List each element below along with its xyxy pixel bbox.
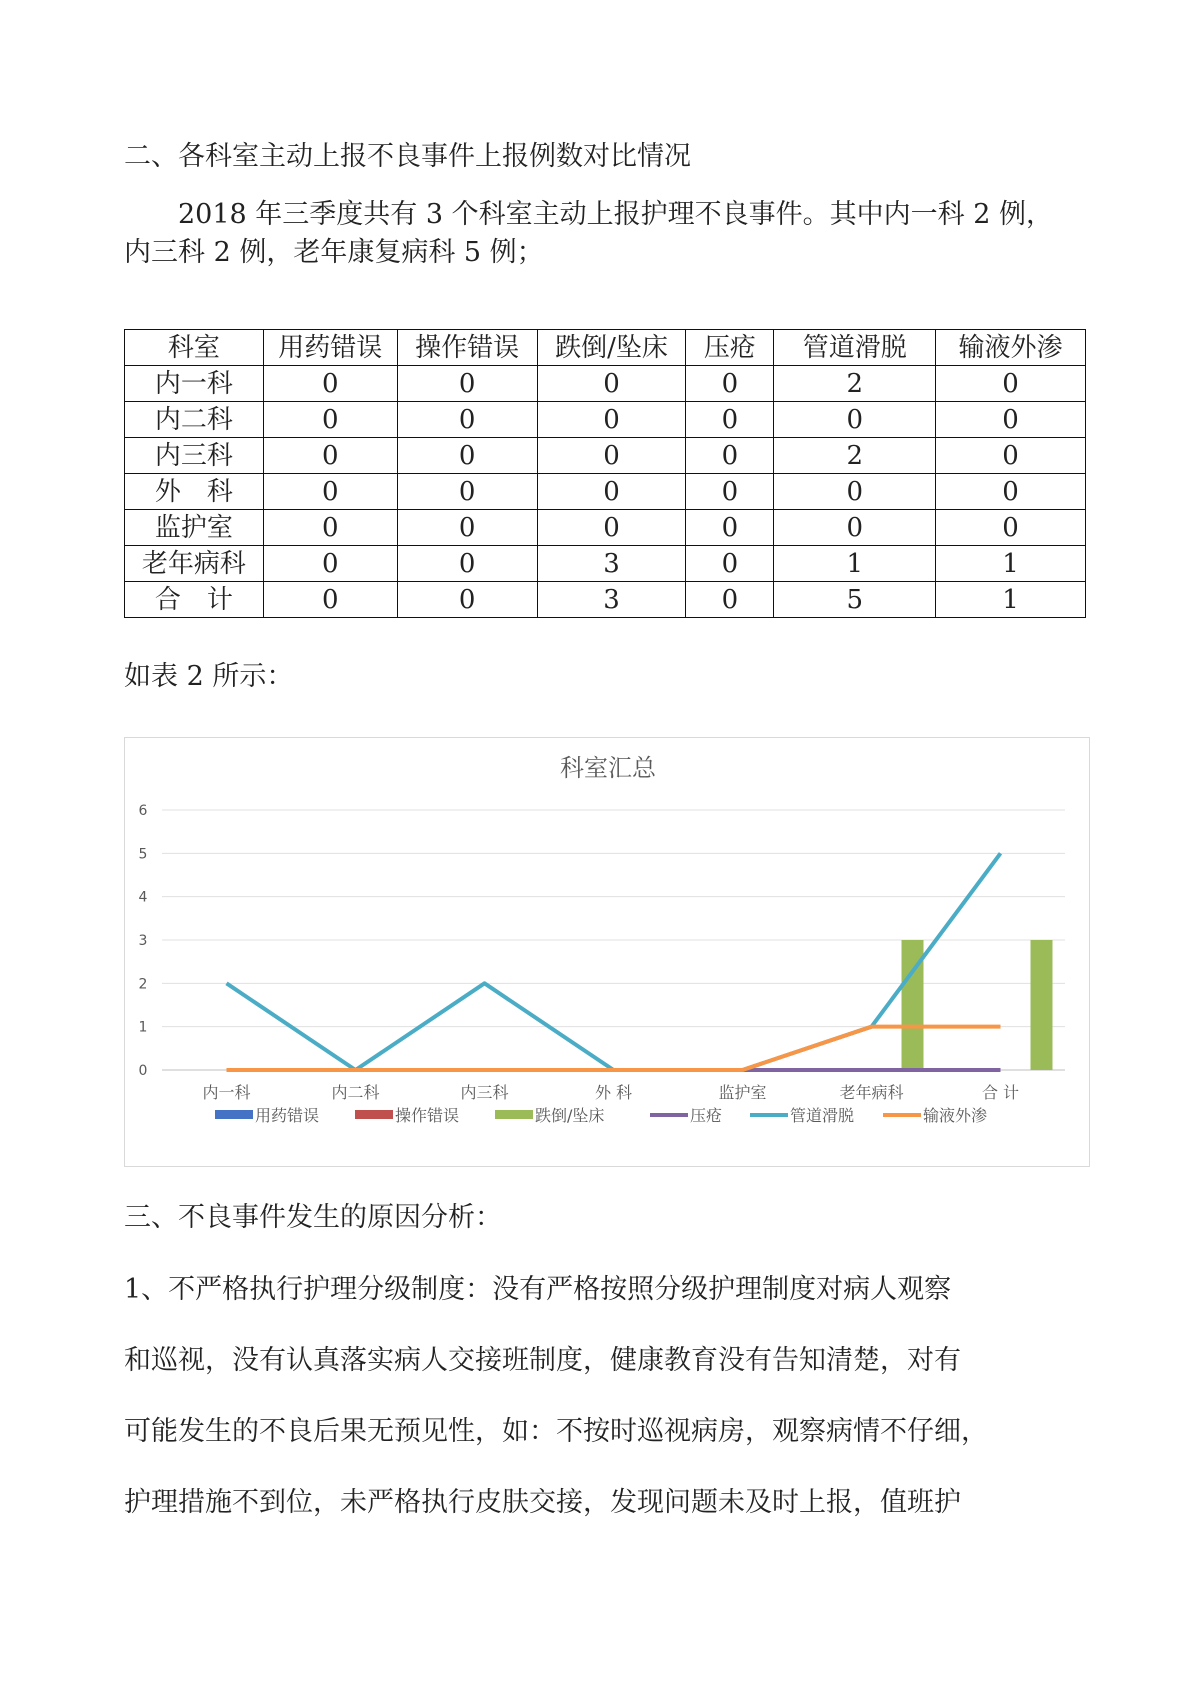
count-cell: 0 [686, 546, 774, 582]
x-tick-label: 外 科 [594, 1083, 633, 1102]
y-tick-label: 0 [138, 1063, 148, 1079]
count-cell: 0 [397, 366, 537, 402]
legend-label: 输液外渗 [923, 1106, 988, 1125]
department-cell: 内一科 [125, 366, 264, 402]
count-cell: 0 [686, 582, 774, 618]
legend-label: 压疮 [690, 1106, 723, 1125]
y-tick-label: 6 [138, 803, 148, 819]
bar-2-6 [1031, 940, 1053, 1070]
legend-swatch [215, 1110, 253, 1119]
chart-container [124, 737, 1090, 1167]
count-cell: 0 [263, 438, 397, 474]
table-caption: 如表 2 所示： [124, 661, 294, 692]
count-cell: 0 [686, 438, 774, 474]
count-cell: 0 [686, 474, 774, 510]
count-cell: 2 [774, 438, 936, 474]
count-cell: 0 [263, 402, 397, 438]
table-row [125, 474, 1086, 510]
x-tick-label: 内二科 [331, 1083, 380, 1102]
cause-line: 1、不严格执行护理分级制度：没有严格按照分级护理制度对病人观察 [124, 1274, 952, 1305]
table-row [125, 510, 1086, 546]
department-cell: 内三科 [125, 438, 264, 474]
section-heading-2: 二、各科室主动上报不良事件上报例数对比情况 [124, 141, 691, 172]
table-row [125, 366, 1086, 402]
count-cell: 0 [263, 510, 397, 546]
table-header-row [125, 330, 1086, 366]
count-cell: 1 [936, 546, 1086, 582]
count-cell: 0 [537, 474, 686, 510]
count-cell: 3 [537, 546, 686, 582]
department-cell: 内二科 [125, 402, 264, 438]
count-cell: 0 [263, 546, 397, 582]
count-cell: 0 [397, 402, 537, 438]
count-cell: 0 [537, 402, 686, 438]
count-cell: 0 [774, 402, 936, 438]
y-tick-label: 2 [138, 976, 148, 993]
table-header-cell: 用药错误 [263, 330, 397, 366]
table-row [125, 438, 1086, 474]
table-row [125, 402, 1086, 438]
x-tick-label: 老年病科 [839, 1083, 904, 1102]
summary-paragraph: 2018 年三季度共有 3 个科室主动上报护理不良事件。其中内一科 2 例，内三科 2 例，老年康复病科 5 例； [124, 199, 1053, 268]
count-cell: 0 [686, 510, 774, 546]
department-cell: 监护室 [125, 510, 264, 546]
section-heading-3: 三、不良事件发生的原因分析： [124, 1202, 502, 1233]
count-cell: 0 [537, 510, 686, 546]
count-cell: 1 [936, 582, 1086, 618]
x-tick-label: 监护室 [718, 1083, 767, 1102]
y-tick-label: 4 [138, 889, 148, 906]
count-cell: 5 [774, 582, 936, 618]
count-cell: 0 [263, 474, 397, 510]
y-tick-label: 1 [138, 1019, 148, 1036]
table-header-cell: 压疮 [686, 330, 774, 366]
table-row [125, 546, 1086, 582]
count-cell: 0 [936, 366, 1086, 402]
department-cell: 合 计 [125, 582, 264, 618]
count-cell: 0 [397, 474, 537, 510]
cause-line: 护理措施不到位，未严格执行皮肤交接，发现问题未及时上报，值班护 [124, 1487, 961, 1518]
x-tick-label: 合 计 [981, 1083, 1020, 1102]
count-cell: 3 [537, 582, 686, 618]
count-cell: 0 [686, 402, 774, 438]
legend-swatch [355, 1110, 393, 1119]
y-tick-label: 5 [138, 846, 148, 863]
count-cell: 0 [936, 510, 1086, 546]
table-header-cell: 科室 [125, 330, 264, 366]
table-body [125, 366, 1086, 618]
count-cell: 0 [397, 438, 537, 474]
y-tick-label: 3 [138, 933, 148, 949]
table-header-cell: 输液外渗 [936, 330, 1086, 366]
count-cell: 0 [397, 510, 537, 546]
legend-label: 跌倒/坠床 [535, 1106, 605, 1125]
count-cell: 0 [774, 510, 936, 546]
table-row [125, 582, 1086, 618]
legend-swatch [495, 1110, 533, 1119]
series-line-4 [227, 853, 1001, 1070]
chart-title: 科室汇总 [560, 754, 656, 782]
cause-line: 和巡视，没有认真落实病人交接班制度，健康教育没有告知清楚，对有 [124, 1345, 961, 1376]
x-tick-label: 内三科 [460, 1083, 509, 1102]
table-header-cell: 管道滑脱 [774, 330, 936, 366]
count-cell: 0 [686, 366, 774, 402]
count-cell: 0 [936, 438, 1086, 474]
count-cell: 1 [774, 546, 936, 582]
count-cell: 0 [774, 474, 936, 510]
cause-line: 可能发生的不良后果无预见性，如：不按时巡视病房，观察病情不仔细， [124, 1416, 988, 1447]
count-cell: 0 [537, 438, 686, 474]
count-cell: 0 [263, 366, 397, 402]
department-cell: 老年病科 [125, 546, 264, 582]
count-cell: 0 [397, 582, 537, 618]
count-cell: 0 [537, 366, 686, 402]
table-header-cell: 操作错误 [397, 330, 537, 366]
department-summary-chart [125, 738, 1091, 1168]
count-cell: 0 [263, 582, 397, 618]
x-tick-label: 内一科 [202, 1083, 251, 1102]
legend-label: 管道滑脱 [790, 1106, 855, 1125]
department-cell: 外 科 [125, 474, 264, 510]
count-cell: 0 [936, 474, 1086, 510]
table-header-cell: 跌倒/坠床 [537, 330, 686, 366]
count-cell: 0 [397, 546, 537, 582]
count-cell: 0 [936, 402, 1086, 438]
legend-label: 用药错误 [255, 1106, 320, 1125]
count-cell: 2 [774, 366, 936, 402]
legend-label: 操作错误 [395, 1106, 460, 1125]
events-table [124, 329, 1086, 618]
